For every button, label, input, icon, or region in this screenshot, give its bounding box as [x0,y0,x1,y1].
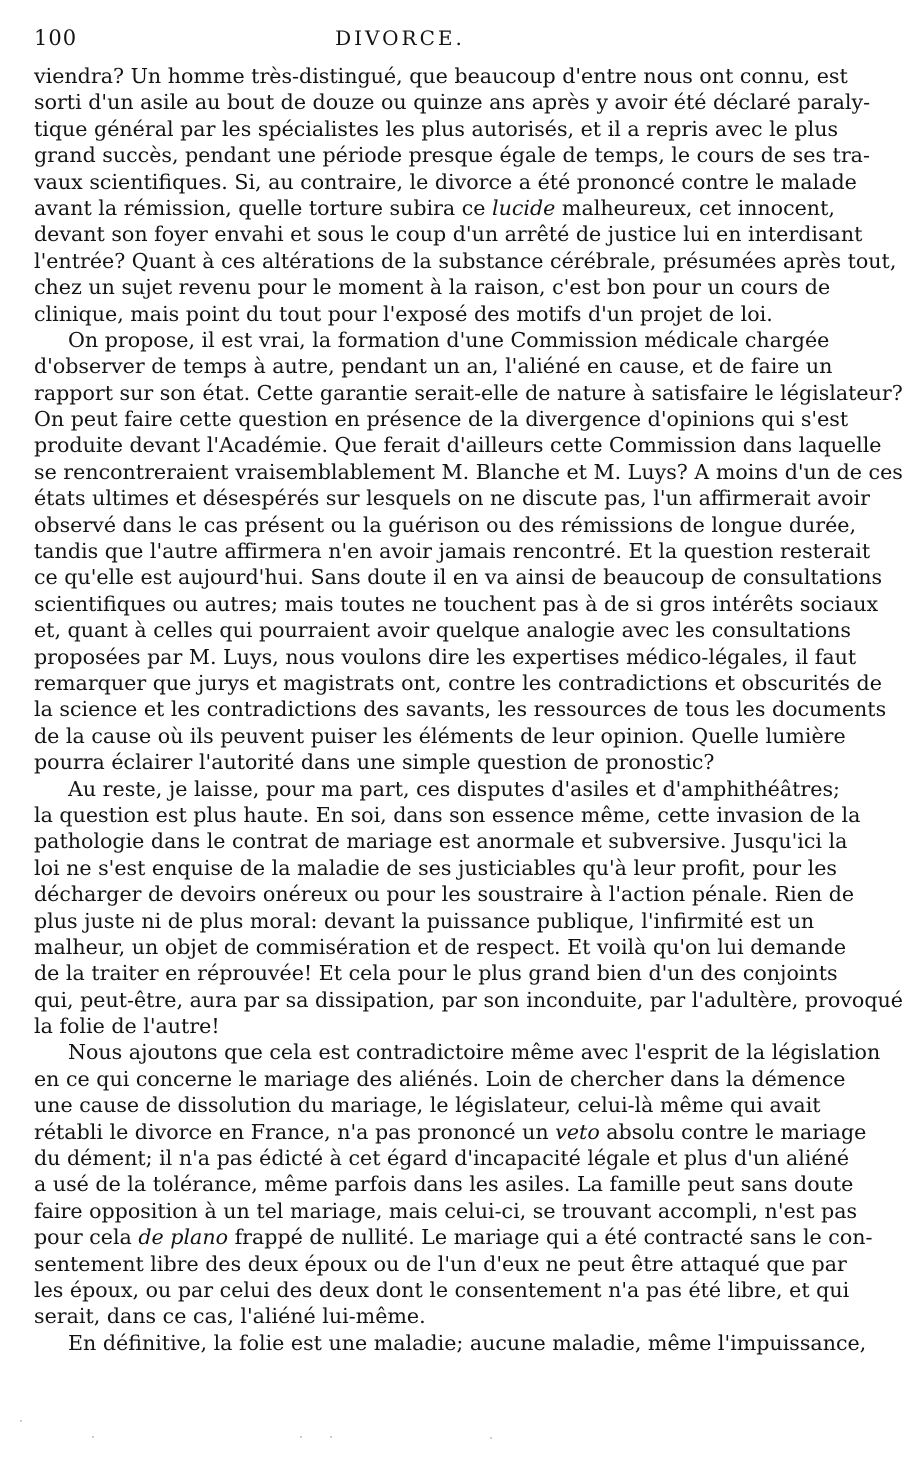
scan-specks [0,1420,800,1450]
scan-speck [330,1436,332,1438]
text-line: scientifiques ou autres; mais toutes ne touchent pas à de si gros intérêts sociaux [34,591,879,616]
text-line: tandis que l'autre affirmera n'en avoir jamais rencontré. Et la question resterait [34,539,871,564]
text-line: remarquer que jurys et magistrats ont, contre les contradictions et obscurités de [34,670,882,695]
text-line: ce qu'elle est aujourd'hui. Sans doute il en va ainsi de beaucoup de consultations [34,565,883,590]
text-segment: avant la rémission, quelle torture subira ce [34,195,486,220]
text-segment: frappé de nullité. Le mariage qui a été contracté sans le con- [234,1225,873,1250]
text-line: se rencontreraient vraisemblablement M. Blanche et M. Luys? A moins d'un de ces [34,459,903,484]
text-line: rapport sur son état. Cette garantie serait-elle de nature à satisfaire le législateur? [34,380,903,405]
paragraph-start: Au reste, je laisse, pour ma part, ces disputes d'asiles et d'amphithéâtres; [68,776,840,801]
text-line: qui, peut-être, aura par sa dissipation, par son inconduite, par l'adultère, provoqué [34,987,903,1012]
text-line: une cause de dissolution du mariage, le législateur, celui-là même qui avait [34,1093,821,1118]
body-text [34,63,903,1356]
text-line: les époux, ou par celui des deux dont le consentement n'a pas été libre, et qui [34,1277,850,1302]
text-line: de la traiter en réprouvée! Et cela pour le plus grand bien d'un des conjoints [34,961,838,986]
text-line: la question est plus haute. En soi, dans son essence même, cette invasion de la [34,802,861,827]
text-line: loi ne s'est enquise de la maladie de ses justiciables qu'à leur profit, pour les [34,855,838,880]
text-line [34,1119,867,1145]
paragraph-start: En définitive, la folie est une maladie; aucune maladie, même l'impuissance, [68,1330,867,1355]
text-line: a usé de la tolérance, même parfois dans les asiles. La famille peut sans doute [34,1172,854,1197]
page-number: 100 [34,26,78,50]
text-line: de la cause où ils peuvent puiser les éléments de leur opinion. Quelle lumière [34,723,846,748]
text-line: On peut faire cette question en présence de la divergence d'opinions qui s'est [34,407,849,432]
text-line: chez un sujet revenu pour le moment à la raison, c'est bon pour un cours de [34,275,831,300]
text-line: d'observer de temps à autre, pendant un an, l'aliéné en cause, et de faire un [34,354,833,379]
text-line: sentement libre des deux époux ou de l'un d'eux ne peut être attaqué que par [34,1251,847,1276]
text-line: la science et les contradictions des savants, les ressources de tous les documents [34,697,887,722]
scan-speck [20,1420,22,1422]
text-line: serait, dans ce cas, l'aliéné lui-même. [34,1304,426,1329]
text-line: pourra éclairer l'autorité dans une simple question de pronostic? [34,750,715,775]
scan-speck [490,1437,492,1439]
text-line: faire opposition à un tel mariage, mais celui-ci, se trouvant accompli, n'est pas [34,1198,858,1223]
text-line: et, quant à celles qui pourraient avoir quelque analogie avec les consultations [34,618,851,643]
paragraph-start: Nous ajoutons que cela est contradictoire même avec l'esprit de la législation [68,1040,881,1065]
text-segment: absolu contre le mariage [606,1119,867,1144]
text-line: en ce qui concerne le mariage des aliénés. Loin de chercher dans la démence [34,1066,846,1091]
text-line: décharger de devoirs onéreux ou pour les soustraire à l'action pénale. Rien de [34,882,855,907]
text-line: produite devant l'Académie. Que ferait d'ailleurs cette Commission dans laquelle [34,433,882,458]
text-line: plus juste ni de plus moral: devant la puissance publique, l'infirmité est un [34,908,815,933]
text-line: pathologie dans le contrat de mariage est anormale et subversive. Jusqu'ici la [34,829,848,854]
text-line: la folie de l'autre! [34,1014,220,1039]
text-line: viendra? Un homme très-distingué, que beaucoup d'entre nous ont connu, est [34,64,848,88]
running-head [34,26,766,60]
text-segment: rétabli le divorce en France, n'a pas prononcé un [34,1119,549,1144]
running-title: DIVORCE. [335,26,465,50]
text-line: grand succès, pendant une période presque égale de temps, le cours de ses tra- [34,143,870,168]
text-segment: malheureux, cet innocent, [561,195,835,220]
text-segment: pour cela [34,1225,132,1250]
text-line: devant son foyer envahi et sous le coup d'un arrêté de justice lui en interdisant [34,222,863,247]
scan-speck [92,1436,94,1438]
text-line: vaux scientifiques. Si, au contraire, le divorce a été prononcé contre le malade [34,169,857,194]
text-line: malheur, un objet de commisération et de respect. Et voilà qu'on lui demande [34,934,847,959]
text-line: clinique, mais point du tout pour l'exposé des motifs d'un projet de loi. [34,301,773,326]
text-line: états ultimes et désespérés sur lesquels on ne discute pas, l'un affirmerait avoir [34,486,870,511]
text-line: proposées par M. Luys, nous voulons dire les expertises médico-légales, il faut [34,644,857,669]
text-line: tique général par les spécialistes les plus autorisés, et il a repris avec le plus [34,116,839,141]
italic-word: veto [555,1119,600,1144]
text-line: du dément; il n'a pas édicté à cet égard d'incapacité légale et plus d'un aliéné [34,1146,850,1171]
paragraph-start: On propose, il est vrai, la formation d'une Commission médicale chargée [68,327,830,352]
text-line [34,195,835,221]
text-line [34,1224,873,1250]
text-line: l'entrée? Quant à ces altérations de la substance cérébrale, présumées après tout, [34,248,897,273]
italic-word: lucide [492,195,556,220]
text-line: sorti d'un asile au bout de douze ou quinze ans après y avoir été déclaré paraly- [34,90,871,115]
italic-word: de plano [138,1225,229,1250]
scan-speck [300,1436,302,1438]
text-line: observé dans le cas présent ou la guérison ou des rémissions de longue durée, [34,512,857,537]
